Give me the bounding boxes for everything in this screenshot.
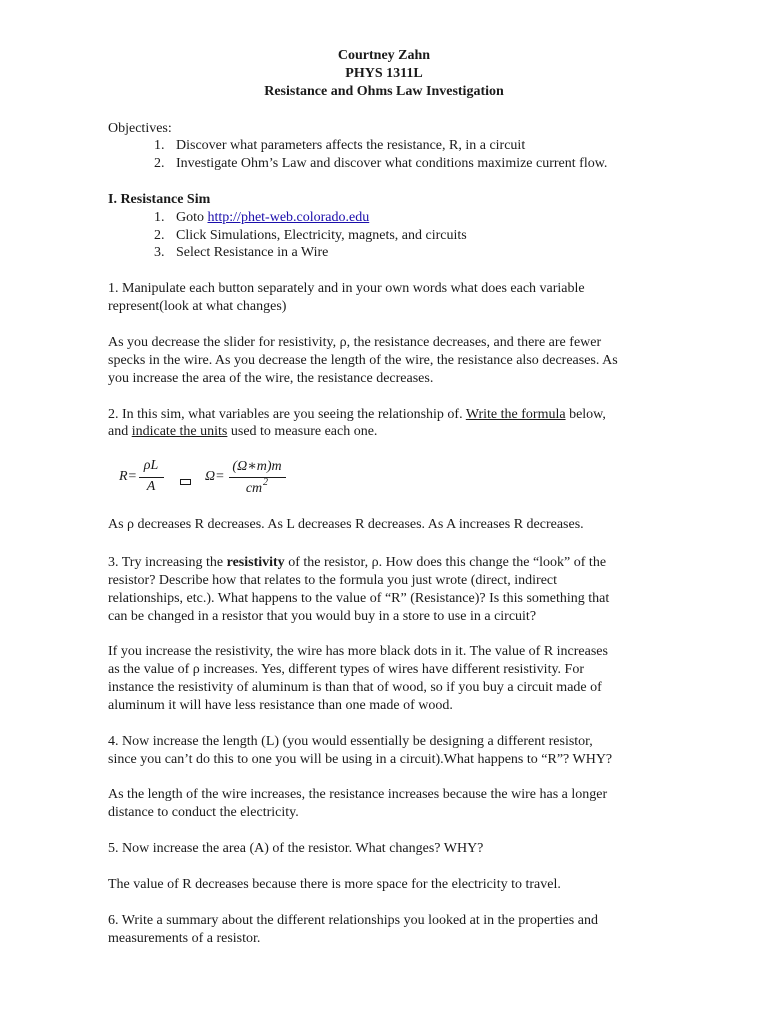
list-number: 2. <box>154 228 165 243</box>
section-heading: I. Resistance Sim <box>108 192 211 207</box>
course-code: PHYS 1311L <box>345 66 423 81</box>
list-text: Click Simulations, Electricity, magnets, and circuits <box>176 228 467 243</box>
list-text <box>176 209 369 227</box>
answer-1-line: As you decrease the slider for resistivity, ρ, the resistance decreases, and there are fewer <box>108 335 602 350</box>
answer-3-line: aluminum it will have less resistance than one made of wood. <box>108 698 453 713</box>
units-exponent: 2 <box>263 477 268 488</box>
list-text: Discover what parameters affects the resistance, R, in a circuit <box>176 138 526 153</box>
question-6-line: measurements of a resistor. <box>108 931 261 946</box>
underlined-text: indicate the units <box>131 424 228 439</box>
text-run: and <box>108 424 132 439</box>
fraction-bar <box>229 477 286 478</box>
question-2-line <box>108 406 606 424</box>
question-4-line: 4. Now increase the length (L) (you would essentially be designing a different resistor, <box>108 734 593 749</box>
text-run: 2. In this sim, what variables are you seeing the relationship of. <box>108 407 466 422</box>
step-prefix: Goto <box>176 210 208 225</box>
answer-4-line: As the length of the wire increases, the resistance increases because the wire has a longer <box>108 787 608 802</box>
text-run: used to measure each one. <box>227 424 378 439</box>
equivalence-symbol <box>180 479 191 485</box>
underlined-text: Write the formula <box>465 407 566 422</box>
question-6-line: 6. Write a summary about the different relationships you looked at in the properties and <box>108 913 598 928</box>
objectives-heading: Objectives: <box>108 121 172 136</box>
question-3-line <box>108 554 606 572</box>
fraction-bar <box>139 477 164 478</box>
question-5-line: 5. Now increase the area (A) of the resistor. What changes? WHY? <box>108 841 484 856</box>
question-1-line: represent(look at what changes) <box>108 299 287 314</box>
formula-lhs: R= <box>119 469 137 484</box>
units-lhs: Ω= <box>205 469 225 484</box>
list-text: Investigate Ohm’s Law and discover what conditions maximize current flow. <box>176 156 608 171</box>
question-3-line: relationships, etc.). What happens to the value of “R” (Resistance)? Is this something that <box>108 591 610 606</box>
phet-link[interactable]: http://phet-web.colorado.edu <box>207 210 370 225</box>
document-title: Resistance and Ohms Law Investigation <box>264 84 504 99</box>
answer-3-line: as the value of ρ increases. Yes, different types of wires have different resistivity. For <box>108 662 584 677</box>
bold-text: resistivity <box>226 555 285 570</box>
text-run: of the resistor, ρ. How does this change the “look” of the <box>284 555 607 570</box>
question-4-line: since you can’t do this to one you will be using in a circuit).What happens to “R”? WHY? <box>108 752 613 767</box>
answer-2-line: As ρ decreases R decreases. As L decreases R decreases. As A increases R decreases. <box>108 517 584 532</box>
answer-5-line: The value of R decreases because there is more space for the electricity to travel. <box>108 877 561 892</box>
text-run: below, <box>565 407 606 422</box>
author-name: Courtney Zahn <box>337 48 431 63</box>
formula-denominator: A <box>146 479 156 494</box>
answer-1-line: specks in the wire. As you decrease the length of the wire, the resistance also decreases. As <box>108 353 618 368</box>
answer-4-line: distance to conduct the electricity. <box>108 805 299 820</box>
units-denominator: cm <box>245 481 263 496</box>
question-3-line: can be changed in a resistor that you would buy in a store to use in a circuit? <box>108 609 537 624</box>
text-run: 3. Try increasing the <box>108 555 227 570</box>
list-number: 2. <box>154 156 165 171</box>
list-number: 1. <box>154 210 165 225</box>
formula-numerator: ρL <box>143 458 159 473</box>
list-text: Select Resistance in a Wire <box>176 245 329 260</box>
list-number: 1. <box>154 138 165 153</box>
question-3-line: resistor? Describe how that relates to the formula you just wrote (direct, indirect <box>108 573 558 588</box>
question-1-line: 1. Manipulate each button separately and in your own words what does each variable <box>108 281 585 296</box>
list-number: 3. <box>154 245 165 260</box>
answer-3-line: instance the resistivity of aluminum is than that of wood, so if you buy a circuit made of <box>108 680 602 695</box>
answer-1-line: you increase the area of the wire, the resistance decreases. <box>108 371 434 386</box>
question-2-line <box>108 423 377 441</box>
answer-3-line: If you increase the resistivity, the wire has more black dots in it. The value of R increases <box>108 644 608 659</box>
units-numerator: (Ω∗m)m <box>232 459 282 474</box>
